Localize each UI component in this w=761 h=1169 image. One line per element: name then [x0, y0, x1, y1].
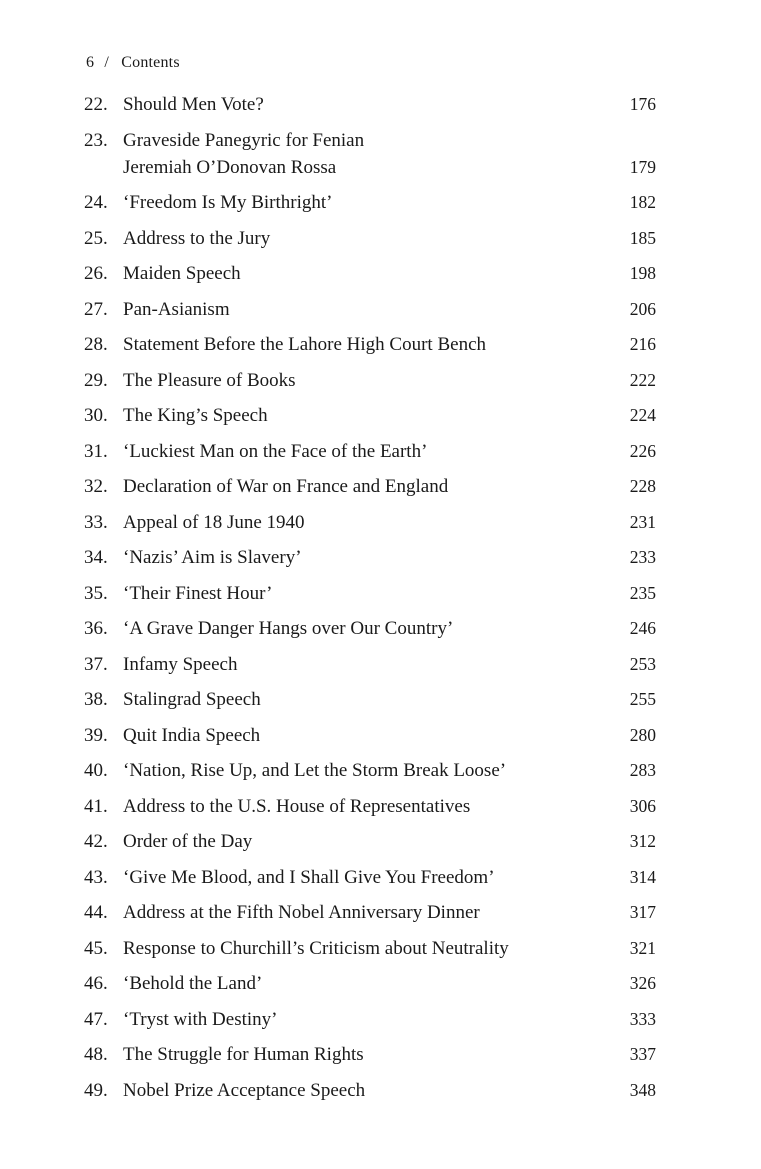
- toc-entry-title-line: Address to the U.S. House of Representatives: [123, 795, 471, 817]
- toc-entry[interactable]: [84, 544, 664, 571]
- toc-entry-title: [123, 686, 584, 713]
- toc-entry-number: 38.: [84, 689, 108, 710]
- toc-entry[interactable]: [84, 1041, 664, 1068]
- toc-entry-number: 26.: [84, 263, 108, 284]
- toc-entry-page-number: 231: [629, 511, 656, 532]
- toc-entry-page-number: 222: [629, 369, 656, 390]
- toc-entry-title: [123, 828, 584, 855]
- toc-entry-title-line: Response to Churchill’s Criticism about Neutrality: [123, 937, 509, 959]
- toc-entry-page-number: 280: [629, 724, 656, 745]
- toc-entry-title: [123, 127, 584, 181]
- toc-entry-title-line: ‘Luckiest Man on the Face of the Earth’: [123, 440, 428, 462]
- toc-entry-page-number: 206: [629, 298, 656, 319]
- toc-entry-title: [123, 225, 584, 252]
- toc-entry-title-line: Infamy Speech: [123, 653, 238, 675]
- toc-entry-number: 47.: [84, 1008, 108, 1030]
- toc-entry-page-number: 228: [629, 476, 656, 496]
- toc-entry-number: 23.: [84, 129, 108, 151]
- toc-entry-title-line: Stalingrad Speech: [123, 689, 261, 710]
- toc-entry-page-number: 326: [629, 973, 656, 993]
- toc-entry-number: 25.: [84, 227, 108, 249]
- toc-entry-title-line: Statement Before the Lahore High Court Bench: [123, 334, 487, 355]
- toc-entry-title-line: Pan-Asianism: [123, 298, 230, 320]
- toc-entry-title: [123, 260, 584, 287]
- toc-entry[interactable]: [84, 296, 664, 323]
- toc-entry-page-number: 233: [629, 547, 656, 567]
- toc-entry-page-number: 317: [629, 902, 656, 922]
- toc-entry[interactable]: [84, 686, 664, 713]
- toc-entry[interactable]: [84, 438, 664, 465]
- toc-entry-number: 31.: [84, 440, 108, 462]
- toc-entry-number: 27.: [84, 298, 108, 320]
- table-of-contents: [84, 91, 664, 1112]
- toc-entry-page-number: 255: [629, 689, 656, 709]
- toc-entry-page-number: 306: [629, 795, 656, 816]
- toc-entry[interactable]: [84, 580, 664, 607]
- toc-entry[interactable]: [84, 189, 664, 216]
- toc-entry-number: 30.: [84, 405, 108, 426]
- toc-entry-title-line: Maiden Speech: [123, 263, 241, 284]
- toc-entry-number: 41.: [84, 795, 108, 817]
- toc-entry[interactable]: [84, 402, 664, 429]
- toc-entry-title: [123, 1077, 584, 1104]
- toc-entry-title-line: Jeremiah O’Donovan Rossa: [123, 156, 337, 178]
- toc-entry-title: [123, 722, 584, 749]
- toc-entry[interactable]: [84, 260, 664, 287]
- toc-entry-page-number: 283: [629, 760, 656, 780]
- toc-entry-number: 39.: [84, 724, 108, 746]
- toc-entry-number: 28.: [84, 334, 108, 355]
- toc-entry-page-number: 235: [629, 582, 656, 603]
- toc-entry-title: [123, 899, 584, 926]
- toc-entry-number: 46.: [84, 973, 108, 994]
- toc-entry-title: [123, 1006, 584, 1033]
- toc-entry-number: 42.: [84, 831, 108, 852]
- toc-entry-title-line: The Struggle for Human Rights: [123, 1044, 364, 1065]
- toc-entry[interactable]: [84, 509, 664, 536]
- toc-entry-title-line: ‘Behold the Land’: [123, 973, 263, 994]
- toc-entry-page-number: 176: [629, 94, 656, 114]
- toc-entry[interactable]: [84, 331, 664, 358]
- toc-entry-number: 29.: [84, 369, 108, 391]
- toc-entry-title: [123, 935, 584, 962]
- running-head-page-number: 6: [86, 54, 95, 71]
- toc-entry[interactable]: [84, 970, 664, 997]
- toc-entry-title: [123, 757, 584, 784]
- toc-entry[interactable]: [84, 935, 664, 962]
- toc-entry-title: [123, 544, 584, 571]
- running-head: [86, 54, 180, 72]
- toc-entry-number: 37.: [84, 653, 108, 675]
- toc-entry-title: [123, 1041, 584, 1068]
- toc-entry-page-number: 348: [629, 1079, 656, 1100]
- toc-entry-title-line: ‘Nazis’ Aim is Slavery’: [123, 547, 302, 568]
- toc-entry-title-line: Nobel Prize Acceptance Speech: [123, 1079, 366, 1101]
- toc-entry-title-line: Appeal of 18 June 1940: [123, 511, 305, 533]
- toc-entry-page-number: 337: [629, 1044, 656, 1064]
- toc-entry[interactable]: [84, 615, 664, 642]
- toc-entry-title: [123, 331, 584, 358]
- toc-entry-title-line: ‘A Grave Danger Hangs over Our Country’: [123, 618, 454, 639]
- toc-entry-number: 22.: [84, 94, 108, 115]
- toc-entry-title-line: The Pleasure of Books: [123, 369, 296, 391]
- toc-entry-page-number: 198: [629, 263, 656, 283]
- toc-entry-title: [123, 438, 584, 465]
- toc-entry-title: [123, 473, 584, 500]
- toc-entry-number: 34.: [84, 547, 108, 568]
- toc-entry-page-number: 182: [629, 192, 656, 212]
- toc-entry-title: [123, 615, 584, 642]
- toc-entry-title-line: ‘Their Finest Hour’: [123, 582, 273, 604]
- toc-entry[interactable]: [84, 1006, 664, 1033]
- toc-entry[interactable]: [84, 91, 664, 118]
- toc-entry-title-line: Quit India Speech: [123, 724, 261, 746]
- toc-entry-page-number: 179: [629, 156, 656, 177]
- toc-entry-number: 35.: [84, 582, 108, 604]
- toc-entry-title: [123, 91, 584, 118]
- toc-entry-title: [123, 367, 584, 394]
- toc-entry-page-number: 185: [629, 227, 656, 248]
- toc-entry-title-line: Graveside Panegyric for Fenian: [123, 129, 365, 151]
- toc-entry-page-number: 314: [629, 866, 656, 887]
- toc-entry-title-line: Address at the Fifth Nobel Anniversary Dinner: [123, 902, 480, 923]
- toc-entry-page-number: 216: [629, 334, 656, 354]
- toc-entry-title: [123, 970, 584, 997]
- toc-entry[interactable]: [84, 127, 664, 181]
- toc-entry-title-line: The King’s Speech: [123, 405, 268, 426]
- toc-entry[interactable]: [84, 864, 664, 891]
- toc-entry-title: [123, 402, 584, 429]
- toc-entry[interactable]: [84, 651, 664, 678]
- toc-entry-title-line: ‘Freedom Is My Birthright’: [123, 192, 333, 213]
- toc-entry-title-line: ‘Give Me Blood, and I Shall Give You Freedom’: [123, 866, 495, 888]
- toc-entry[interactable]: [84, 793, 664, 820]
- toc-entry-title: [123, 296, 584, 323]
- toc-entry[interactable]: [84, 899, 664, 926]
- toc-entry-number: 43.: [84, 866, 108, 888]
- toc-entry-title-line: Declaration of War on France and England: [123, 476, 449, 497]
- toc-entry-number: 32.: [84, 476, 108, 497]
- toc-entry-title-line: ‘Nation, Rise Up, and Let the Storm Break Loose’: [123, 760, 507, 781]
- toc-entry[interactable]: [84, 225, 664, 252]
- toc-entry-title-line: Should Men Vote?: [123, 94, 264, 115]
- toc-entry[interactable]: [84, 367, 664, 394]
- toc-entry-title-line: Address to the Jury: [123, 227, 271, 249]
- toc-entry-page-number: 253: [629, 653, 656, 674]
- toc-entry-number: 33.: [84, 511, 108, 533]
- toc-entry-number: 40.: [84, 760, 108, 781]
- toc-entry-title: [123, 864, 584, 891]
- toc-entry-title-line: ‘Tryst with Destiny’: [123, 1008, 278, 1030]
- toc-entry-page-number: 224: [629, 405, 656, 425]
- toc-entry[interactable]: [84, 722, 664, 749]
- toc-entry-title: [123, 580, 584, 607]
- toc-entry-number: 49.: [84, 1079, 108, 1101]
- toc-entry[interactable]: [84, 473, 664, 500]
- toc-entry-number: 45.: [84, 937, 108, 959]
- toc-entry-number: 36.: [84, 618, 108, 639]
- toc-entry-number: 48.: [84, 1044, 108, 1065]
- toc-entry-page-number: 246: [629, 618, 656, 638]
- toc-entry-title: [123, 793, 584, 820]
- toc-entry-title: [123, 189, 584, 216]
- toc-entry-number: 24.: [84, 192, 108, 213]
- toc-entry-title: [123, 509, 584, 536]
- toc-entry-page-number: 321: [629, 937, 656, 958]
- running-head-section: Contents: [121, 54, 180, 71]
- toc-entry[interactable]: [84, 1077, 664, 1104]
- toc-entry-title: [123, 651, 584, 678]
- toc-entry[interactable]: [84, 757, 664, 784]
- toc-entry-page-number: 333: [629, 1008, 656, 1029]
- running-head-separator: /: [104, 54, 110, 71]
- toc-entry-title-line: Order of the Day: [123, 831, 253, 852]
- toc-entry-page-number: 312: [629, 831, 656, 851]
- toc-entry-page-number: 226: [629, 440, 656, 461]
- toc-entry[interactable]: [84, 828, 664, 855]
- toc-entry-number: 44.: [84, 902, 108, 923]
